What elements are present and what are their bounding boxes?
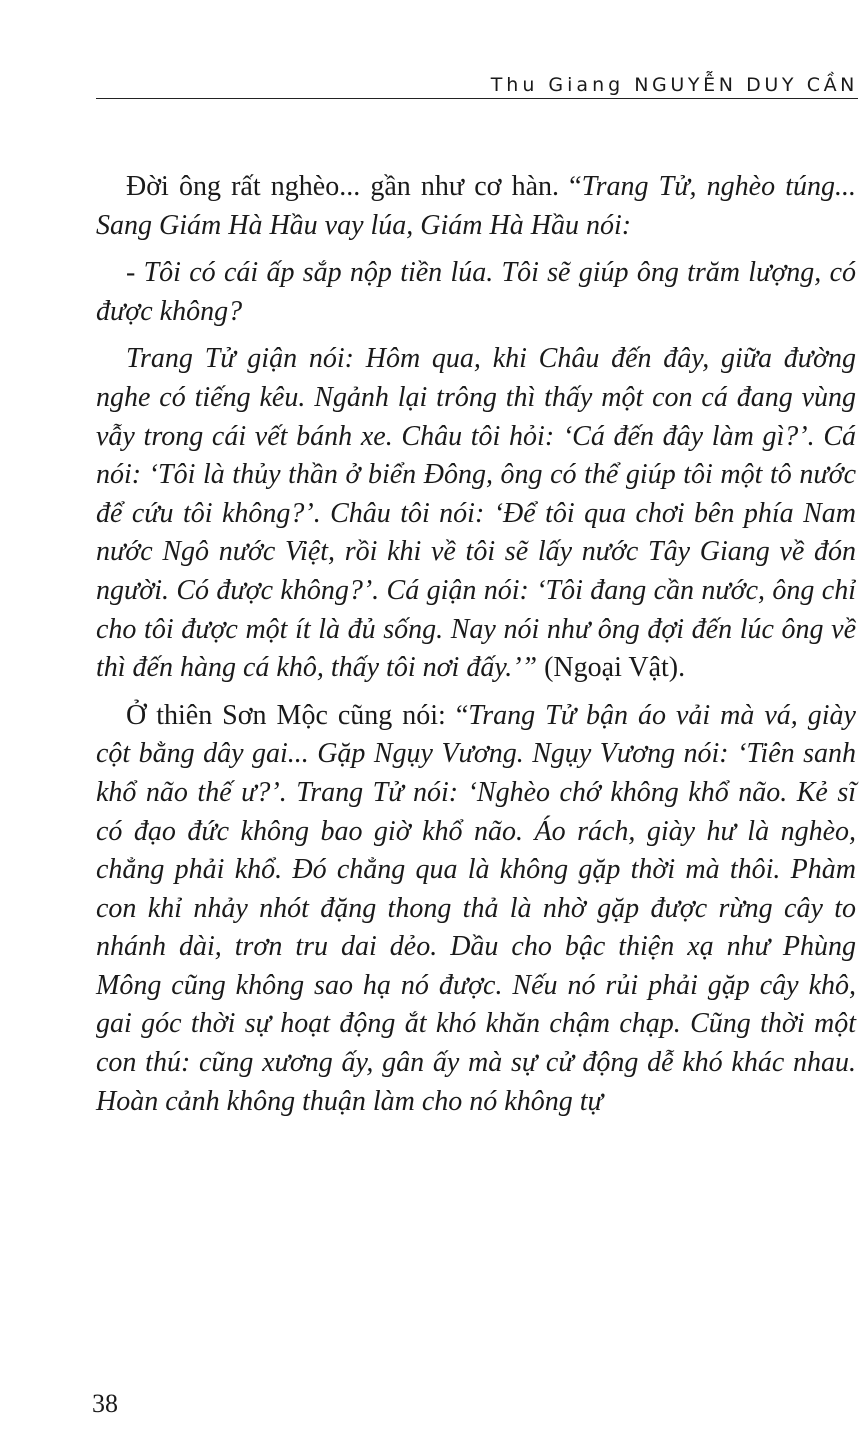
paragraph-1-quote: Trang Tử, nghèo túng... Sang Giám Hà Hầu vay lúa, Giám Hà Hầu nói: [96,171,856,241]
paragraph-1-roman: Đời ông rất nghèo... gần như cơ hàn. “ [126,171,582,202]
paragraph-2 [96,254,856,331]
page-number: 38 [92,1389,118,1418]
header-rule [96,98,858,99]
header-author-given: Thu Giang [490,74,625,96]
paragraph-2-quote: - Tôi có cái ấp sắp nộp tiền lúa. Tôi sẽ giúp ông trăm lượng, có được không? [96,257,856,327]
paragraph-4-quote: Trang Tử bận áo vải mà vá, giày cột bằng dây gai... Gặp Ngụy Vương. Ngụy Vương nói: ‘Tiên sanh khổ não thế ư?’. Trang Tử nói: ‘Nghèo chớ không khổ não. Kẻ sĩ có đạo đức không bao giờ khổ não. Áo rách, giày hư là nghèo, chẳng phải khổ. Đó chẳng qua là không gặp thời mà thôi. Phàm con khỉ nhảy nhót đặng thong thả là nhờ gặp được rừng cây to nhánh dài, trơn tru dai dẻo. Dầu cho bậc thiện xạ như Phùng Mông cũng không sao hạ nó được. Nếu nó rủi phải gặp cây khô, gai góc thời sự hoạt động ắt khó khăn chậm chạp. Cũng thời một con thú: cũng xương ấy, gân ấy mà sự cử động dễ khó khác nhau. Hoàn cảnh không thuận làm cho nó không tự [96,699,856,1117]
header-author-family: NGUYỄN DUY CẦN [634,74,858,96]
paragraph-4-roman: Ở thiên Sơn Mộc cũng nói: “ [126,699,469,731]
paragraph-4 [96,697,856,1122]
paragraph-3-citation: (Ngoại Vật). [537,652,686,684]
paragraph-1 [96,168,856,245]
paragraph-3-quote: Trang Tử giận nói: Hôm qua, khi Châu đến đây, giữa đường nghe có tiếng kêu. Ngảnh lại trông thì thấy một con cá đang vùng vẫy trong cái vết bánh xe. Châu tôi hỏi: ‘Cá đến đây làm gì?’. Cá nói: ‘Tôi là thủy thần ở biển Đông, ông có thể giúp tôi một tô nước để cứu tôi không?’. Châu tôi nói: ‘Để tôi qua chơi bên phía Nam nước Ngô nước Việt, rồi khi về tôi sẽ lấy nước Tây Giang về đón người. Có được không?’. Cá giận nói: ‘Tôi đang cần nước, ông chỉ cho tôi được một ít là đủ sống. Nay nói như ông đợi đến lúc ông về thì đến hàng cá khô, thấy tôi nơi đấy.’” [96,343,856,684]
page-body [96,168,856,1121]
paragraph-3 [96,340,856,687]
running-header [96,74,858,96]
